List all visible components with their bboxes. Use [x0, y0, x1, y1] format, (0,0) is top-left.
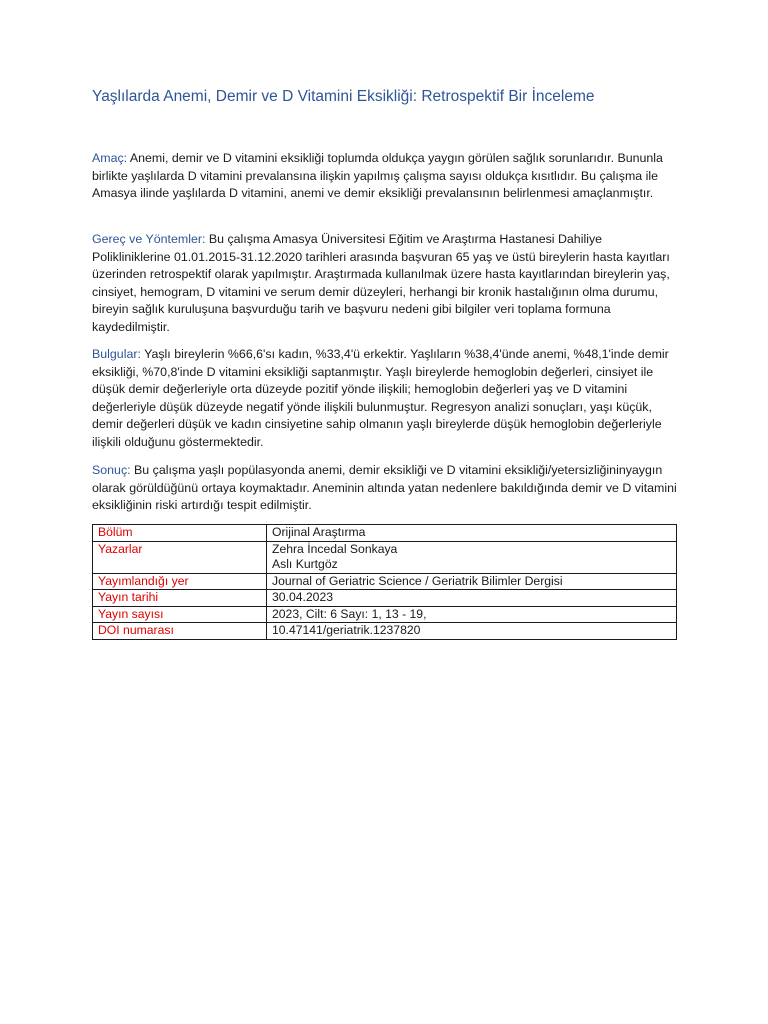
section-text: Bu çalışma Amasya Üniversitesi Eğitim ve Araştırma Hastanesi Dahiliye Polikliniklerine 01.01.2015-31.12.2020 tarihleri arasında başvuran 65 yaş ve üstü bireylerin hasta kayıtları üzerinden retrospektif olarak yapılmıştır. Araştırmada kullanılmak üzere hasta kayıtlarından bireylerin yaş, cinsiyet, hemogram, D vitamini ve serum demir düzeyleri, herhangi bir kronik hastalığının olma durumu, bireyin sağlık kuruluşuna başvurduğu tarih ve başvuru nedeni gibi bilgiler veri toplama formuna kaydedilmiştir.: [92, 232, 670, 334]
author-name: Zehra İncedal Sonkaya: [272, 541, 398, 556]
table-key: Yayımlandığı yer: [93, 573, 267, 590]
section-sonuc: [92, 462, 682, 515]
table-value: 30.04.2023: [267, 590, 677, 607]
table-value: 10.47141/geriatrik.1237820: [267, 623, 677, 640]
page-title: Yaşlılarda Anemi, Demir ve D Vitamini Eksikliği: Retrospektif Bir İnceleme: [92, 88, 595, 105]
table-row: [93, 525, 677, 542]
section-amac: [92, 150, 682, 203]
table-key: Yazarlar: [93, 541, 267, 573]
table-key: Yayın sayısı: [93, 606, 267, 623]
table-key: Yayın tarihi: [93, 590, 267, 607]
table-row: [93, 573, 677, 590]
section-label: Bulgular:: [92, 347, 141, 361]
table-value: [267, 541, 677, 573]
section-bulgular: [92, 346, 682, 452]
section-text: Bu çalışma yaşlı popülasyonda anemi, demir eksikliği ve D vitamini eksikliği/yetersizliğininyaygın olarak görüldüğünü ortaya koymaktadır. Aneminin altında yatan nedenlere bakıldığında demir ve D vitamini eksikliğinin riski artırdığı tespit edilmiştir.: [92, 463, 677, 513]
table-row: [93, 623, 677, 640]
table-row: [93, 541, 677, 573]
table-value: Orijinal Araştırma: [267, 525, 677, 542]
table-key: Bölüm: [93, 525, 267, 542]
section-text: Yaşlı bireylerin %66,6'sı kadın, %33,4'ü erkektir. Yaşlıların %38,4'ünde anemi, %48,1'inde demir eksikliği, %70,8'inde D vitamini eksikliği saptanmıştır. Yaşlı bireylerde hemoglobin değerleri, cinsiyet ile düşük demir değerleriyle orta düzeyde pozitif yönde ilişkili; hemoglobin değerleri yaş ve D vitamini değerleriyle düşük düzeyde negatif yönde ilişkili bulunmuştur. Regresyon analizi sonuçları, yaşı küçük, demir değerleri düşük ve kadın cinsiyetine sahip olmanın yaşlı bireylerde düşük hemoglobin değerleriyle ilişkili olduğunu göstermektedir.: [92, 347, 669, 449]
publication-info-table: [92, 524, 677, 640]
table-row: [93, 606, 677, 623]
section-text: Anemi, demir ve D vitamini eksikliği toplumda oldukça yaygın görülen sağlık sorunlarıdır. Bununla birlikte yaşlılarda D vitamini prevalansına ilişkin yapılmış çalışma sayısı oldukça kısıtlıdır. Bu çalışma ile Amasya ilinde yaşlılarda D vitamini, anemi ve demir eksikliği prevalansının belirlenmesi amaçlanmıştır.: [92, 151, 663, 201]
section-gerec-yontemler: [92, 231, 682, 337]
table-key: DOI numarası: [93, 623, 267, 640]
section-label: Gereç ve Yöntemler:: [92, 232, 206, 246]
table-value: 2023, Cilt: 6 Sayı: 1, 13 - 19,: [267, 606, 677, 623]
section-label: Amaç:: [92, 151, 128, 165]
table-row: [93, 590, 677, 607]
section-label: Sonuç:: [92, 463, 131, 477]
author-name: Aslı Kurtgöz: [272, 557, 338, 571]
table-value: Journal of Geriatric Science / Geriatrik Bilimler Dergisi: [267, 573, 677, 590]
